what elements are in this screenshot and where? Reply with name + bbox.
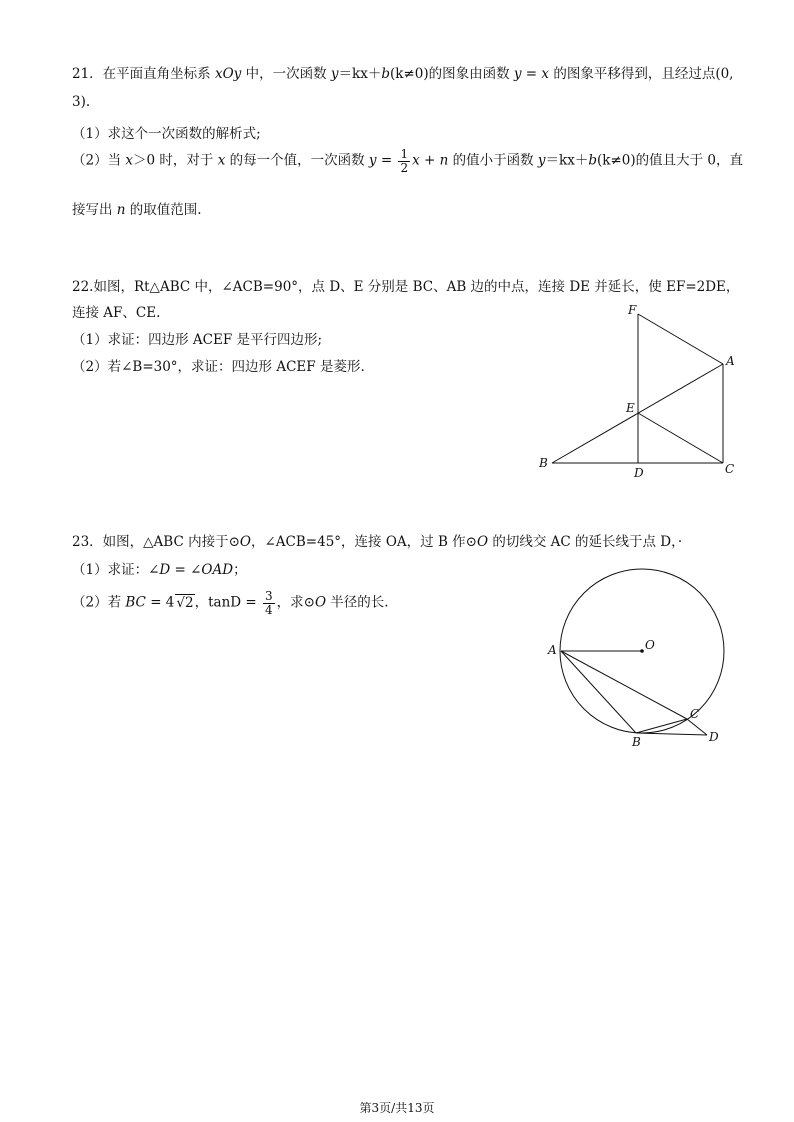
q21-fraction	[398, 148, 410, 174]
q21-text: 的值小于函数	[448, 152, 538, 169]
q21-var: y	[330, 66, 339, 82]
q21-text: (k≠0)的图象由函数	[389, 66, 514, 82]
label-F: F	[628, 303, 637, 317]
q21-line1	[72, 62, 733, 82]
q23-fraction	[263, 590, 275, 616]
q23-figure	[540, 555, 740, 750]
q21-var: x	[125, 152, 134, 169]
q23-text: ；	[233, 562, 247, 578]
q21-var: b	[381, 66, 390, 82]
q21-text: 的图象平移得到，且经过点(0,	[549, 66, 734, 82]
q23-part2	[72, 590, 389, 616]
fraction-numerator: 3	[264, 589, 273, 603]
q23-expression: ∠D = ∠OAD	[148, 562, 234, 578]
q21-var: y	[368, 152, 377, 169]
sqrt-2	[175, 594, 194, 611]
fraction-denominator: 2	[400, 160, 409, 175]
q23-text: ，∠ACB=45°，连接 OA，过 B 作⊙	[251, 534, 477, 550]
label-D: D	[709, 730, 719, 744]
q23-var: O	[314, 594, 327, 611]
q21-text: 21．在平面直角坐标系	[72, 66, 215, 82]
q21-text: =	[376, 152, 397, 169]
q23-text: 23．如图，△ABC 内接于⊙	[72, 534, 240, 550]
q21-var: b	[588, 152, 597, 169]
q21-text: 中，一次函数	[241, 66, 331, 82]
q21-text: ＞0 时，对于	[133, 152, 218, 169]
q22-line2: 连接 AF、CE.	[72, 305, 161, 321]
q21-text: 接写出	[72, 202, 117, 218]
q22-figure	[530, 300, 750, 485]
sqrt-sign: √	[176, 594, 185, 611]
q21-text: 的每一个值，一次函数	[225, 152, 369, 169]
page-footer: 第3页/共13页	[359, 1101, 435, 1115]
fraction-denominator: 4	[264, 602, 273, 617]
q21-line2: 3).	[72, 94, 91, 110]
point-O	[640, 649, 644, 653]
q23-text: 半径的长.	[326, 594, 389, 611]
q21-text: ＝kx＋	[338, 66, 382, 82]
q23-text: = 4	[145, 594, 175, 611]
q21-text: （2）当	[72, 152, 126, 169]
label-C: C	[690, 707, 700, 721]
q23-var: BC	[125, 594, 146, 611]
q21-text: ＝kx＋	[545, 152, 589, 169]
q21-text: (k≠0)的值且大于 0，直	[596, 152, 743, 169]
q22-part1: （1）求证：四边形 ACEF 是平行四边形;	[72, 332, 323, 348]
segment-CD	[687, 719, 707, 735]
fraction-numerator: 1	[400, 147, 409, 161]
q23-text: 的切线交 AC 的延长线于点 D，·	[488, 534, 683, 550]
label-A: A	[726, 354, 735, 368]
q21-part3	[72, 198, 202, 218]
label-D: D	[634, 466, 644, 480]
segment-BD	[636, 733, 707, 735]
q23-line1	[72, 530, 682, 550]
q23-text: （2）若	[72, 594, 126, 611]
q23-var: O	[476, 534, 489, 550]
q23-text: ，求⊙	[276, 594, 315, 611]
q23-var: O	[239, 534, 251, 550]
segment-EC	[638, 413, 723, 463]
label-B: B	[632, 735, 641, 749]
q23-part1	[72, 558, 247, 578]
q21-part2	[72, 148, 743, 174]
label-B: B	[539, 456, 548, 470]
q21-var: y	[537, 152, 546, 169]
q21-var: xOy	[214, 66, 242, 82]
q21-part1: （1）求这个一次函数的解析式;	[72, 126, 261, 142]
q21-var: n	[116, 202, 126, 218]
label-C: C	[725, 462, 735, 476]
label-O: O	[645, 638, 655, 652]
label-A: A	[548, 643, 557, 657]
sqrt-radicand: 2	[185, 594, 194, 611]
segment-AC	[561, 651, 687, 719]
q23-text: （1）求证：	[72, 562, 149, 578]
q23-text: ，tanD =	[194, 594, 261, 611]
q22-line1: 22.如图，Rt△ABC 中，∠ACB=90°，点 D、E 分别是 BC、AB 边的中点，连接 DE 并延长，使 EF=2DE，	[72, 279, 740, 295]
q22-part2: （2）若∠B=30°，求证：四边形 ACEF 是菱形.	[72, 359, 365, 375]
segment-FA	[638, 314, 723, 364]
q21-text: 的取值范围.	[125, 202, 202, 218]
label-E: E	[626, 401, 635, 415]
q21-var: x	[217, 152, 226, 169]
q21-var: x + n	[412, 152, 449, 169]
q21-var: y = x	[513, 66, 550, 82]
